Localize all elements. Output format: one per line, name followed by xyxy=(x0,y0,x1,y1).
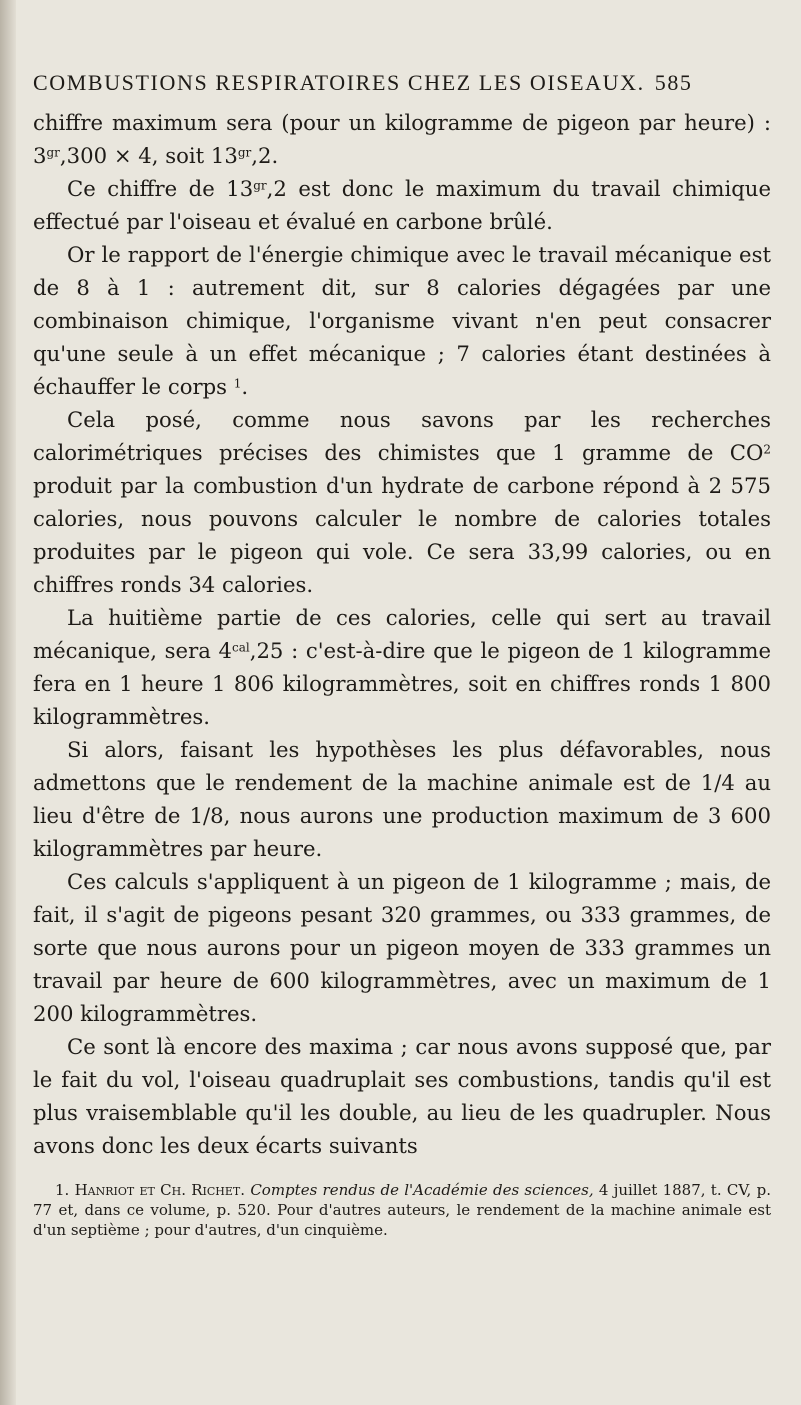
paragraph: Ce chiffre de $13^{gr},2$ est donc le maximum du travail chimique effectué par l'oiseau et évalué en carbone brûlé. xyxy=(33,176,771,234)
footnote xyxy=(33,1180,771,1240)
footnote-authors: Hanriot et Ch. Richet. xyxy=(74,1181,246,1199)
book-page xyxy=(33,70,771,1240)
paragraph: chiffre maximum sera (pour un kilogramme de pigeon par heure) : $3^{gr},300 \times 4$, soit $13^{gr},2$. xyxy=(33,110,771,168)
page-binding-edge xyxy=(0,0,16,1405)
paragraph: Si alors, faisant les hypothèses les plus défavorables, nous admettons que le rendement de la machine animale est de 1/4 au lieu d'être de 1/8, nous aurons une production maximum de 3 600 kilogrammètres par heure. xyxy=(33,737,771,861)
paragraph: Or le rapport de l'énergie chimique avec le travail mécanique est de 8 à 1 : autrement dit, sur 8 calories dégagées par une combinaison chimique, l'organisme vivant n'en peut consacrer qu'une seule à un effet mécanique ; 7 calories étant destinées à échauffer le corps $^1$. xyxy=(33,242,771,399)
footnote-reference: 1 xyxy=(233,376,242,391)
paragraph: Ce sont là encore des maxima ; car nous avons supposé que, par le fait du vol, l'oiseau quadruplait ses combustions, tandis qu'il est plus vraisemblable qu'il les double, au lieu de les quadrupler. Nous avons donc les deux écarts suivants xyxy=(33,1034,771,1158)
paragraph: Cela posé, comme nous savons par les recherches calorimétriques précises des chimistes que 1 gramme de $CO^2$ produit par la combustion d'un hydrate de carbone répond à 2 575 calories, nous pouvons calculer le nombre de calories totales produites par le pigeon qui vole. Ce sera 33,99 calories, ou en chiffres ronds 34 calories. xyxy=(33,407,771,597)
body-text xyxy=(33,106,771,1162)
footnote-source: Comptes rendus de l'Académie des sciences, xyxy=(250,1181,594,1199)
paragraph: Ces calculs s'appliquent à un pigeon de 1 kilogramme ; mais, de fait, il s'agit de pigeons pesant 320 grammes, ou 333 grammes, de sorte que nous aurons pour un pigeon moyen de 333 grammes un travail par heure de 600 kilogrammètres, avec un maximum de 1 200 kilogrammètres. xyxy=(33,869,771,1026)
header-title: COMBUSTIONS RESPIRATOIRES CHEZ LES OISEAUX. xyxy=(33,70,645,95)
footnote-details: 4 juillet 1887, t. CV, p. 77 et, dans ce volume, p. 520. Pour d'autres auteurs, le rendement de la machine animale est d'un septième ; pour d'autres, d'un cinquième. xyxy=(33,1181,771,1239)
footnote-marker: 1. xyxy=(55,1181,70,1199)
paragraph: La huitième partie de ces calories, celle qui sert au travail mécanique, sera $4^{cal},25$ : c'est-à-dire que le pigeon de 1 kilogramme fera en 1 heure 1 806 kilogrammètres, soit en chiffres ronds 1 800 kilogrammètres. xyxy=(33,605,772,729)
page-number: 585 xyxy=(654,70,693,95)
running-header xyxy=(33,70,771,96)
